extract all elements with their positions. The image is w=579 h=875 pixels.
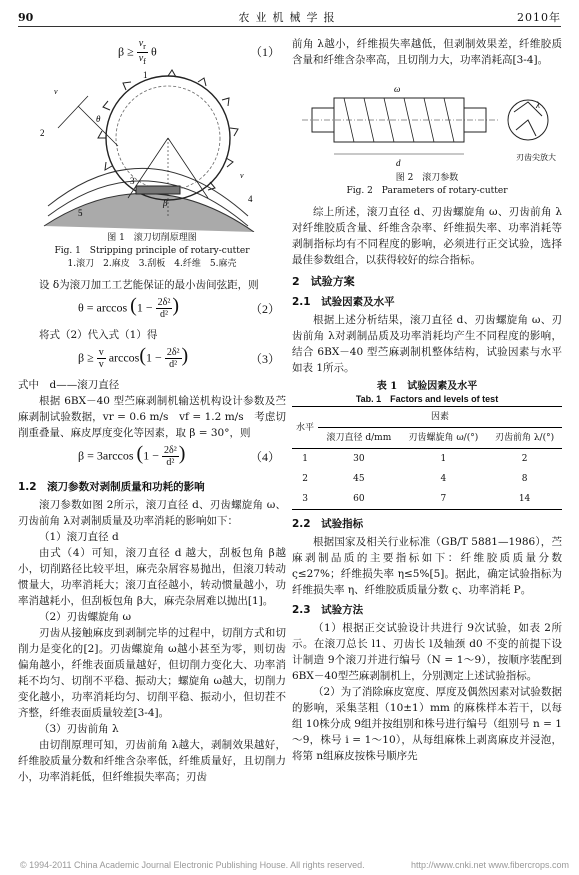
eq1-lhs: β ≥	[118, 44, 137, 59]
eq3-v-num: v	[98, 347, 104, 358]
eq4-num: 2δ²	[163, 445, 177, 456]
table-header-group: 因素	[318, 407, 562, 428]
table-1-title-en: Tab. 1 Factors and levels of test	[355, 394, 499, 404]
table-1-title-cn: 表 1 试验因素及水平	[376, 381, 478, 392]
table-header: 滚刀直径 d/mm	[318, 428, 400, 449]
paragraph: 前角 λ越小，纤维损失率越低，但剥制效果差，纤维胶质含量和纤维含杂率高，且切削力大，功率消耗高[3-4]。	[292, 38, 562, 66]
svg-text:β: β	[163, 198, 168, 208]
paragraph: 根据国家及相关行业标准（GB/T 5881—1986），苎麻剥制品质的主要指标如下：纤维胶质质量分数 ς≤27%；纤维损失率 η≤5%[5]。据此，确定试验指标为纤维损失率 η、纤维胶质质量分数 ς、功率消耗 P。	[292, 536, 562, 596]
eq3-v-frac	[97, 347, 106, 370]
table-cell: 30	[353, 454, 365, 464]
table-header: 刃齿前角 λ/(°)	[487, 428, 562, 449]
paragraph: 综上所述，滚刀直径 d、刃齿螺旋角 ω、刃齿前角 λ对纤维胶质含量、纤维含杂率、纤维损失率、功率消耗等剥制指标均有不同程度的影响，必须进行正交试验，选择最佳参数组合，以获得较好的综合指标。	[292, 206, 562, 266]
eq3-num: 2δ²	[166, 347, 180, 358]
paragraph: 设 δ为滚刀加工工艺能保证的最小齿间弦距，则	[39, 279, 259, 291]
page-number: 90	[18, 11, 34, 24]
equation-4: β = 3arccos (1 − $\frac{\text{2δ²}}{\text{d²}}$ ) （4）	[78, 442, 280, 468]
eq1-frac	[137, 38, 148, 67]
eq1-rhs: θ	[147, 44, 157, 59]
table-header: 刃齿螺旋角 ω/(°)	[400, 428, 487, 449]
svg-text:v: v	[54, 87, 58, 96]
table-cell: 45	[353, 474, 365, 484]
eq2-den: d²	[159, 309, 168, 320]
eq3-frac	[165, 347, 182, 370]
figure-2	[292, 72, 562, 172]
eq4-label: （4）	[249, 450, 280, 464]
page-footer	[0, 857, 579, 873]
eq3-v-den: v	[98, 359, 104, 370]
figure-2-label-lambda: λ	[536, 100, 540, 110]
svg-text:2: 2	[40, 128, 45, 138]
paragraph: （2）为了消除麻皮宽度、厚度及偶然因素对试验数据的影响，采集茎粗（10±1）mm 的麻株样本若干，以每组 10株分成 9组并按组别和株号进行编号（组别号 n = 1～9，株号 i = 1～10），从每组麻株上剥离麻皮并浸泡，将第 n组麻皮按株号顺序先	[292, 686, 562, 762]
paragraph: 滚刀参数如图 2所示，滚刀直径 d、刃齿螺旋角 ω、刃齿前角 λ对剥制质量及功率消耗的影响如下：	[18, 499, 286, 527]
table-header-level: 水平	[292, 407, 318, 449]
eq1-label: （1）	[249, 45, 280, 59]
section-heading: 1.2 滚刀参数对剥制质量和功耗的影响	[18, 481, 205, 493]
figure-1-caption-en: Fig. 1 Stripping principle of rotary-cutter	[54, 246, 250, 256]
svg-text:v: v	[240, 171, 244, 180]
table-cell: 3	[302, 494, 308, 504]
table-cell: 1	[302, 454, 308, 464]
figure-1-caption-cn: 图 1 滚刀切削原理图	[107, 233, 197, 243]
paragraph: 刃齿从接触麻皮到剥制完毕的过程中，切削方式和切削力是变化的[2]。刃齿螺旋角 ω越小甚至为零，则切齿偏角越小，纤维表面质量越好，但切削力变化大、功率消耗不均匀、切削不平稳、振动大；螺旋角 ω越大，切削力变化越小，功率消耗均匀、切削平稳、振动小，但切茬不齐整，纤维表面质量较差[3-4]。	[18, 627, 286, 719]
eq1-sub-den: f	[143, 57, 146, 66]
svg-text:5: 5	[78, 208, 83, 218]
table-cell: 7	[440, 494, 447, 504]
figure-2-label-omega: ω	[394, 84, 401, 94]
eq3-den: d²	[169, 359, 178, 370]
figure-1	[18, 66, 286, 232]
table-row	[292, 449, 562, 470]
equation-1	[18, 36, 286, 66]
eq2-lhs: θ = arccos	[78, 300, 128, 315]
figure-2-drawing	[292, 72, 562, 172]
left-column	[18, 36, 286, 785]
paragraph: 由式（4）可知，滚刀直径 d 越大，刮板包角 β越小，切削路径比较平坦，麻壳杂屑容易抛出，但滚刀转动惯量大，功率消耗大；滚刀直径越小，转动惯量越小，功率消越耗小，但刮板包角 β大，麻壳杂屑难以抛出[1]。	[18, 547, 286, 607]
table-1	[292, 406, 562, 510]
figure-2-zoom-label: 刃齿尖放大	[516, 153, 556, 162]
figure-2-label-d: d	[396, 158, 401, 168]
journal-title: 农业机械学报	[238, 11, 341, 24]
journal-year: 2010年	[517, 11, 561, 24]
eq4-den: d²	[166, 457, 175, 468]
figure-2-caption-en: Fig. 2 Parameters of rotary-cutter	[346, 186, 508, 196]
paragraph: 式中 d——滚刀直径	[18, 379, 120, 391]
paragraph: 根据上述分析结果，滚刀直径 d、刃齿螺旋角 ω、刃齿前角 λ对剥制品质及功率消耗均产生不同程度的影响，结合 6BX－40 型苎麻剥制机整体结构，试验因素与水平如表 1所示。	[292, 314, 562, 374]
section-heading: 2.2 试验指标	[292, 518, 364, 530]
eq1-num: v	[138, 38, 144, 49]
eq2-frac	[156, 297, 173, 320]
svg-text:θ: θ	[96, 114, 101, 124]
paragraph: （1）根据正交试验设计共进行 9次试验，如表 2所示。在滚刀总长 l1、刃齿长 l及轴颈 d0 不变的前提下设计制造 9个滚刀并进行编号（N = 1～9），按顺序装配到 6BX－40型苎麻剥制机上，分别测定上述试验指标。	[292, 622, 562, 682]
eq2-inner: 1 −	[136, 300, 156, 315]
figure-1-drawing	[18, 66, 286, 232]
table-cell: 8	[521, 474, 528, 484]
equation-3: β ≥ $\frac{v}{v}$ arccos(1 − $\frac{\text{2δ²}}{\text{d²}}$ ) （3）	[78, 344, 280, 370]
eq3-label: （3）	[249, 352, 280, 366]
subheading: （2）刃齿螺旋角 ω	[39, 611, 132, 623]
paragraph: 将式（2）代入式（1）得	[39, 329, 158, 341]
table-cell: 2	[521, 454, 528, 464]
right-column	[292, 36, 562, 764]
eq4-frac	[162, 445, 179, 468]
section-heading: 2.3 试验方法	[292, 604, 364, 616]
paragraph: 根据 6BX－40 型苎麻剥制机输送机构设计参数及苎麻剥制试验数据，vr = 0.6 m/s vf = 1.2 m/s 考虑切削重叠量、麻皮厚度变化等因素，取 β = 30°，则	[18, 395, 286, 439]
table-row	[292, 469, 562, 489]
eq4-lhs: β = 3arccos	[78, 448, 134, 463]
eq3-mid: arccos	[108, 350, 140, 365]
table-cell: 60	[353, 494, 365, 504]
copyright-text: © 1994-2011 China Academic Journal Electronic Publishing House. All rights reserved.	[20, 860, 365, 870]
eq1-sub-num: r	[143, 42, 146, 51]
subheading: （1）滚刀直径 d	[39, 531, 119, 543]
svg-text:3: 3	[130, 176, 135, 186]
eq4-inner: 1 −	[143, 448, 162, 463]
eq1-den: v	[138, 53, 144, 64]
footer-watermark: http://www.cnki.net www.fibercrops.com	[410, 860, 569, 870]
eq2-num: 2δ²	[157, 297, 171, 308]
figure-1-legend: 1.滚刀 2.麻皮 3.刮板 4.纤维 5.麻壳	[67, 259, 237, 269]
subheading: （3）刃齿前角 λ	[39, 723, 119, 735]
table-row	[292, 489, 562, 510]
section-heading: 2.1 试验因素及水平	[292, 296, 395, 308]
table-cell: 2	[302, 474, 308, 484]
eq3-inner: 1 −	[146, 350, 165, 365]
eq3-lhs: β ≥	[78, 350, 97, 365]
table-cell: 1	[440, 454, 447, 464]
table-cell: 14	[518, 494, 531, 504]
figure-2-caption-cn: 图 2 滚刀参数	[395, 173, 459, 183]
section-heading: 2 试验方案	[292, 275, 355, 288]
equation-2: θ = arccos (1 − $\frac{\text{2δ²}}{\text{d²}}$ ) （2）	[78, 294, 280, 320]
paragraph: 由切削原理可知，刃齿前角 λ越大，剥制效果越好，纤维胶质量分数和纤维含杂率低，纤维质量好，且切削力小，功率消耗低，但纤维损失率高；刃齿	[18, 739, 286, 783]
svg-text:1: 1	[143, 70, 148, 80]
page-header	[18, 8, 561, 27]
eq2-label: （2）	[249, 302, 280, 316]
table-cell: 4	[440, 474, 447, 484]
svg-text:4: 4	[248, 194, 253, 204]
